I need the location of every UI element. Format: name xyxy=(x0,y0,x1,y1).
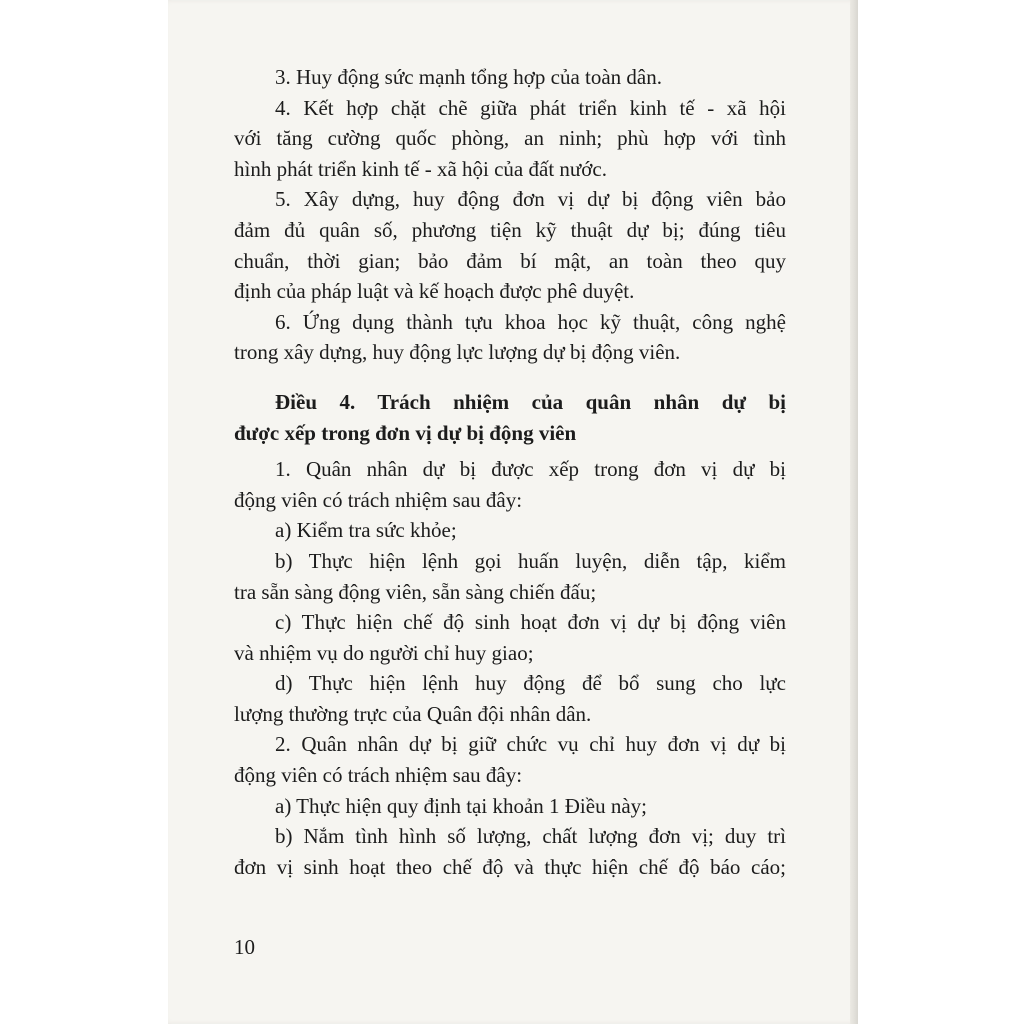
paragraph-line: đảm đủ quân số, phương tiện kỹ thuật dự bị; đúng tiêu xyxy=(234,217,786,242)
paragraph-line: động viên có trách nhiệm sau đây: xyxy=(234,763,523,788)
paragraph-line: và nhiệm vụ do người chỉ huy giao; xyxy=(234,640,534,665)
paragraph-line: 3. Huy động sức mạnh tổng hợp của toàn dân. xyxy=(275,65,663,89)
paragraph-line: b) Thực hiện lệnh gọi huấn luyện, diễn tập, kiểm xyxy=(275,548,786,573)
paragraph-line: c) Thực hiện chế độ sinh hoạt đơn vị dự bị động viên xyxy=(275,610,786,635)
paragraph-line: động viên có trách nhiệm sau đây: xyxy=(234,487,523,512)
paragraph-line: d) Thực hiện lệnh huy động để bổ sung cho lực xyxy=(275,671,786,696)
paragraph-line: đơn vị sinh hoạt theo chế độ và thực hiện chế độ báo cáo; xyxy=(234,854,786,879)
paragraph-line: 2. Quân nhân dự bị giữ chức vụ chỉ huy đơn vị dự bị xyxy=(275,732,786,757)
paragraph-line: trong xây dựng, huy động lực lượng dự bị động viên. xyxy=(234,340,681,365)
paragraph-line: 4. Kết hợp chặt chẽ giữa phát triển kinh tế - xã hội xyxy=(275,95,786,120)
paragraph-line: chuẩn, thời gian; bảo đảm bí mật, an toàn theo quy xyxy=(234,248,786,273)
paragraph-line: với tăng cường quốc phòng, an ninh; phù hợp với tình xyxy=(234,126,786,151)
paragraph-line: a) Kiểm tra sức khỏe; xyxy=(275,518,457,543)
article-heading: Điều 4. Trách nhiệm của quân nhân dự bị xyxy=(275,389,786,414)
paragraph-line: 1. Quân nhân dự bị được xếp trong đơn vị dự bị xyxy=(275,457,786,482)
page-number: 10 xyxy=(234,935,255,959)
paragraph-line: lượng thường trực của Quân đội nhân dân. xyxy=(234,701,592,726)
paragraph-line: b) Nắm tình hình số lượng, chất lượng đơn vị; duy trì xyxy=(275,824,786,849)
paragraph-line: tra sẵn sàng động viên, sẵn sàng chiến đấu; xyxy=(234,579,597,604)
paper-edge xyxy=(850,0,858,1024)
paragraph-line: hình phát triển kinh tế - xã hội của đất nước. xyxy=(234,156,607,181)
paragraph-line: 5. Xây dựng, huy động đơn vị dự bị động viên bảo xyxy=(275,187,786,212)
page-body xyxy=(234,62,786,882)
article-heading: được xếp trong đơn vị dự bị động viên xyxy=(234,420,577,445)
spacer xyxy=(234,368,786,378)
paragraph-line: 6. Ứng dụng thành tựu khoa học kỹ thuật, công nghệ xyxy=(275,309,786,334)
paragraph-line: a) Thực hiện quy định tại khoản 1 Điều này; xyxy=(275,793,647,818)
paragraph-line: định của pháp luật và kế hoạch được phê duyệt. xyxy=(234,279,635,304)
